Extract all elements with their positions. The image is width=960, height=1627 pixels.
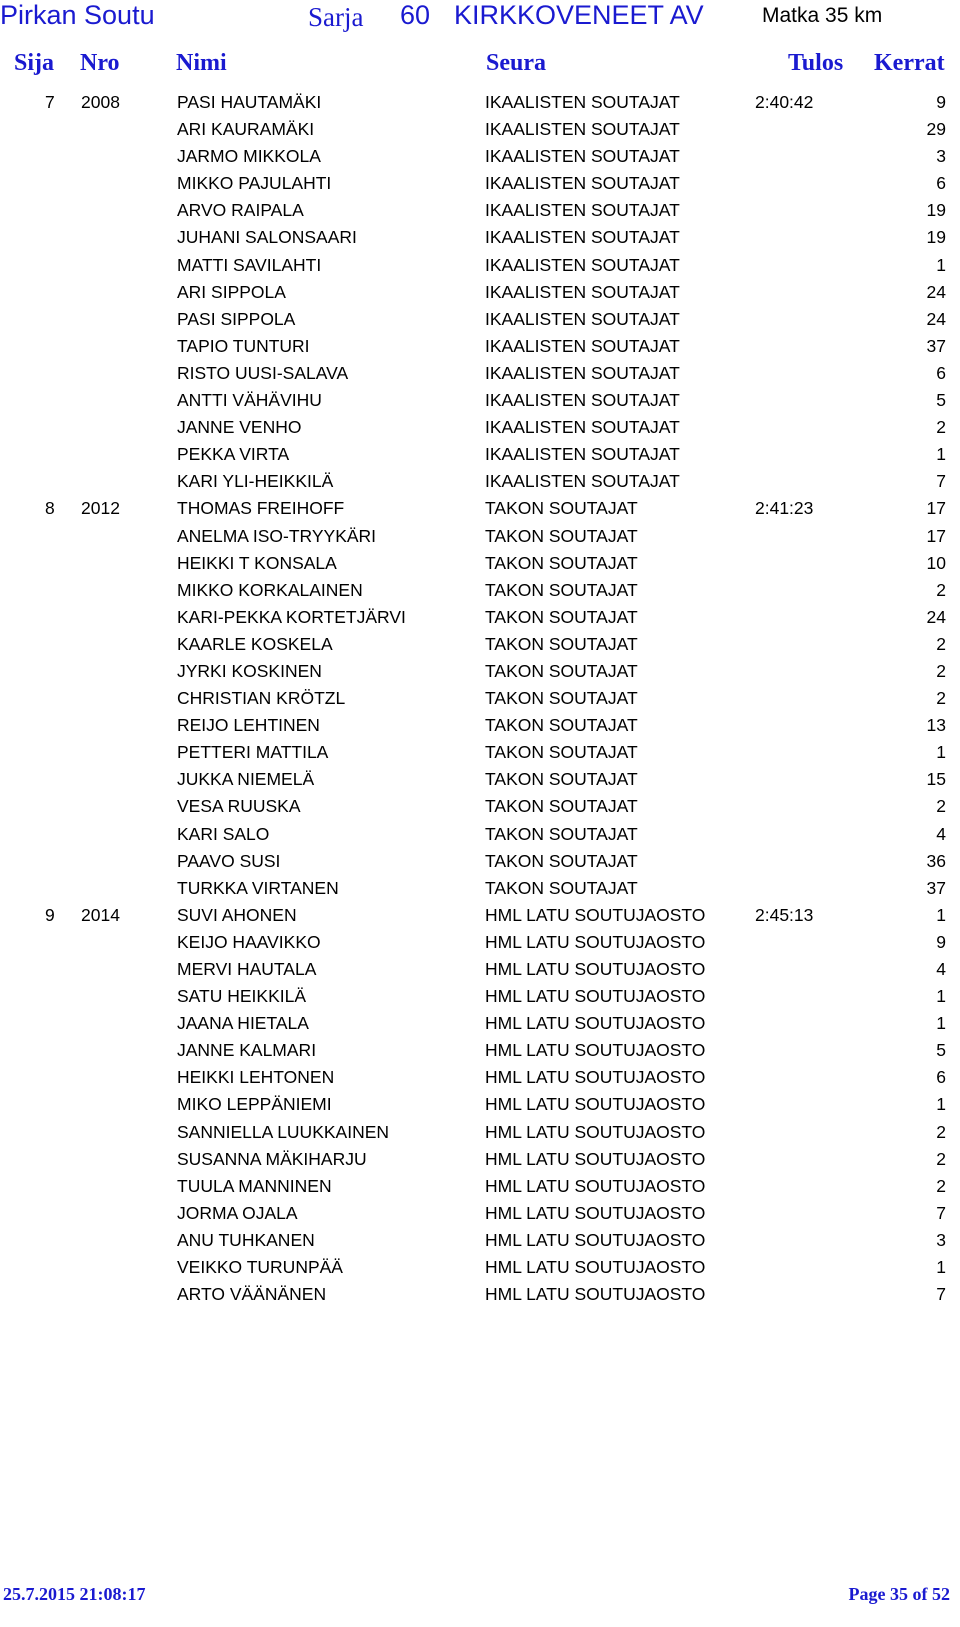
cell-kerrat: 1 <box>936 1094 946 1115</box>
event-title: Pirkan Soutu <box>0 0 155 30</box>
cell-seura: HML LATU SOUTUJAOSTO <box>485 904 706 925</box>
column-header-tulos: Tulos <box>788 50 844 76</box>
cell-kerrat: 2 <box>936 1175 946 1196</box>
cell-nimi: KAARLE KOSKELA <box>177 633 333 654</box>
cell-seura: TAKON SOUTAJAT <box>485 742 638 763</box>
cell-nimi: VEIKKO TURUNPÄÄ <box>177 1257 343 1278</box>
cell-nimi: PETTERI MATTILA <box>177 742 329 763</box>
cell-seura: HML LATU SOUTUJAOSTO <box>485 959 706 979</box>
table-row <box>0 1282 960 1309</box>
cell-kerrat: 24 <box>926 606 946 627</box>
table-row <box>0 496 960 523</box>
footer-timestamp: 25.7.2015 21:08:17 <box>3 1584 146 1604</box>
table-row <box>0 90 960 117</box>
results-table <box>0 90 960 1309</box>
table-row <box>0 1228 960 1255</box>
cell-nimi: KEIJO HAAVIKKO <box>177 931 321 952</box>
cell-seura: HML LATU SOUTUJAOSTO <box>485 1040 706 1061</box>
cell-kerrat: 7 <box>936 471 946 492</box>
table-row <box>0 578 960 605</box>
cell-kerrat: 6 <box>936 362 946 383</box>
table-row <box>0 984 960 1011</box>
cell-kerrat: 9 <box>936 931 946 952</box>
cell-nimi: SUSANNA MÄKIHARJU <box>177 1148 367 1169</box>
cell-seura: IKAALISTEN SOUTAJAT <box>485 471 680 492</box>
table-row <box>0 1011 960 1038</box>
cell-nimi: MIKKO KORKALAINEN <box>177 579 363 600</box>
cell-tulos: 2:40:42 <box>755 92 814 112</box>
cell-kerrat: 1 <box>936 904 946 925</box>
cell-kerrat: 29 <box>926 119 946 140</box>
cell-nimi: PEKKA VIRTA <box>177 444 290 465</box>
cell-nimi: ANTTI VÄHÄVIHU <box>177 390 322 411</box>
cell-nimi: PAAVO SUSI <box>177 850 281 871</box>
table-row <box>0 686 960 713</box>
cell-nimi: JANNE VENHO <box>177 417 302 438</box>
page-header <box>0 0 960 40</box>
cell-seura: HML LATU SOUTUJAOSTO <box>485 1175 706 1196</box>
cell-kerrat: 2 <box>936 633 946 654</box>
column-header-sija: Sija <box>14 50 55 76</box>
cell-nimi: KARI YLI-HEIKKILÄ <box>177 471 334 492</box>
cell-nimi: TURKKA VIRTANEN <box>177 877 339 898</box>
sarja-label: Sarja <box>308 2 364 32</box>
cell-kerrat: 2 <box>936 796 946 817</box>
cell-seura: HML LATU SOUTUJAOSTO <box>485 986 706 1007</box>
cell-nimi: ARI SIPPOLA <box>177 281 286 302</box>
cell-seura: IKAALISTEN SOUTAJAT <box>485 119 680 140</box>
table-row <box>0 822 960 849</box>
cell-kerrat: 10 <box>926 552 946 573</box>
cell-seura: TAKON SOUTAJAT <box>485 715 638 736</box>
cell-kerrat: 9 <box>936 92 946 112</box>
table-row <box>0 794 960 821</box>
cell-seura: HML LATU SOUTUJAOSTO <box>485 1067 706 1088</box>
cell-nimi: JARMO MIKKOLA <box>177 146 321 167</box>
cell-kerrat: 2 <box>936 579 946 600</box>
cell-seura: IKAALISTEN SOUTAJAT <box>485 308 680 329</box>
cell-nimi: TUULA MANNINEN <box>177 1175 332 1196</box>
cell-kerrat: 37 <box>926 877 946 898</box>
sarja-name: KIRKKOVENEET AV <box>454 0 704 30</box>
cell-nimi: SATU HEIKKILÄ <box>177 986 307 1007</box>
column-header-seura: Seura <box>486 50 546 76</box>
cell-seura: IKAALISTEN SOUTAJAT <box>485 227 680 248</box>
cell-seura: IKAALISTEN SOUTAJAT <box>485 254 680 275</box>
cell-nimi: ARTO VÄÄNÄNEN <box>177 1284 327 1305</box>
cell-kerrat: 2 <box>936 1121 946 1142</box>
cell-nro: 2014 <box>81 904 120 925</box>
table-row <box>0 713 960 740</box>
cell-seura: HML LATU SOUTUJAOSTO <box>485 1257 706 1278</box>
cell-nimi: MIKO LEPPÄNIEMI <box>177 1094 332 1115</box>
cell-sija: 9 <box>45 904 55 925</box>
table-row <box>0 415 960 442</box>
cell-nimi: REIJO LEHTINEN <box>177 715 320 736</box>
cell-kerrat: 1 <box>936 986 946 1007</box>
cell-seura: HML LATU SOUTUJAOSTO <box>485 1202 706 1223</box>
table-row <box>0 659 960 686</box>
distance-label: Matka 35 km <box>762 4 883 27</box>
cell-seura: TAKON SOUTAJAT <box>485 660 638 681</box>
table-row <box>0 957 960 984</box>
cell-seura: IKAALISTEN SOUTAJAT <box>485 92 680 112</box>
cell-seura: TAKON SOUTAJAT <box>485 769 638 790</box>
cell-nimi: ANELMA ISO-TRYYKÄRI <box>177 525 377 546</box>
cell-nimi: CHRISTIAN KRÖTZL <box>177 688 346 709</box>
sarja-number: 60 <box>400 0 431 30</box>
cell-nro: 2008 <box>81 92 120 112</box>
table-row <box>0 876 960 903</box>
cell-nimi: VESA RUUSKA <box>177 796 301 817</box>
cell-nimi: MATTI SAVILAHTI <box>177 254 322 275</box>
cell-nimi: MERVI HAUTALA <box>177 959 317 979</box>
column-header-nro: Nro <box>80 50 120 76</box>
cell-kerrat: 1 <box>936 444 946 465</box>
cell-seura: TAKON SOUTAJAT <box>485 606 638 627</box>
cell-seura: IKAALISTEN SOUTAJAT <box>485 444 680 465</box>
cell-seura: TAKON SOUTAJAT <box>485 796 638 817</box>
cell-seura: HML LATU SOUTUJAOSTO <box>485 931 706 952</box>
cell-seura: IKAALISTEN SOUTAJAT <box>485 281 680 302</box>
cell-seura: IKAALISTEN SOUTAJAT <box>485 146 680 167</box>
cell-seura: IKAALISTEN SOUTAJAT <box>485 390 680 411</box>
table-row <box>0 361 960 388</box>
cell-nimi: KARI-PEKKA KORTETJÄRVI <box>177 606 406 627</box>
table-row <box>0 1120 960 1147</box>
table-row <box>0 117 960 144</box>
table-row <box>0 1201 960 1228</box>
cell-seura: HML LATU SOUTUJAOSTO <box>485 1284 706 1305</box>
cell-kerrat: 2 <box>936 660 946 681</box>
table-row <box>0 605 960 632</box>
table-row <box>0 740 960 767</box>
table-row <box>0 524 960 551</box>
cell-seura: IKAALISTEN SOUTAJAT <box>485 362 680 383</box>
cell-seura: TAKON SOUTAJAT <box>485 552 638 573</box>
cell-nimi: HEIKKI LEHTONEN <box>177 1067 335 1088</box>
table-row <box>0 280 960 307</box>
cell-seura: IKAALISTEN SOUTAJAT <box>485 335 680 356</box>
table-row <box>0 469 960 496</box>
cell-kerrat: 5 <box>936 1040 946 1061</box>
cell-nimi: PASI HAUTAMÄKI <box>177 92 322 112</box>
cell-seura: HML LATU SOUTUJAOSTO <box>485 1229 706 1250</box>
table-row <box>0 442 960 469</box>
table-row <box>0 1065 960 1092</box>
table-row <box>0 767 960 794</box>
cell-kerrat: 3 <box>936 1229 946 1250</box>
table-row <box>0 1147 960 1174</box>
table-row <box>0 225 960 252</box>
cell-kerrat: 6 <box>936 1067 946 1088</box>
cell-kerrat: 5 <box>936 390 946 411</box>
cell-kerrat: 1 <box>936 742 946 763</box>
cell-seura: HML LATU SOUTUJAOSTO <box>485 1121 706 1142</box>
cell-nimi: JAANA HIETALA <box>177 1013 309 1034</box>
cell-seura: IKAALISTEN SOUTAJAT <box>485 200 680 221</box>
cell-kerrat: 1 <box>936 1013 946 1034</box>
cell-kerrat: 2 <box>936 417 946 438</box>
cell-seura: TAKON SOUTAJAT <box>485 498 638 519</box>
cell-kerrat: 4 <box>936 823 946 844</box>
cell-sija: 8 <box>45 498 55 519</box>
cell-kerrat: 2 <box>936 1148 946 1169</box>
cell-nimi: ARI KAURAMÄKI <box>177 119 315 140</box>
table-row <box>0 632 960 659</box>
table-row <box>0 334 960 361</box>
cell-kerrat: 24 <box>926 281 946 302</box>
cell-kerrat: 17 <box>926 525 946 546</box>
cell-seura: TAKON SOUTAJAT <box>485 823 638 844</box>
cell-kerrat: 1 <box>936 254 946 275</box>
table-row <box>0 307 960 334</box>
cell-seura: IKAALISTEN SOUTAJAT <box>485 173 680 194</box>
cell-nimi: ARVO RAIPALA <box>177 200 304 221</box>
cell-nimi: MIKKO PAJULAHTI <box>177 173 332 194</box>
table-row <box>0 1255 960 1282</box>
cell-kerrat: 6 <box>936 173 946 194</box>
cell-seura: IKAALISTEN SOUTAJAT <box>485 417 680 438</box>
cell-nimi: ANU TUHKANEN <box>177 1229 315 1250</box>
cell-kerrat: 1 <box>936 1257 946 1278</box>
column-headers <box>0 50 960 84</box>
cell-nimi: KARI SALO <box>177 823 270 844</box>
cell-seura: HML LATU SOUTUJAOSTO <box>485 1094 706 1115</box>
cell-nimi: PASI SIPPOLA <box>177 308 296 329</box>
cell-kerrat: 2 <box>936 688 946 709</box>
table-row <box>0 144 960 171</box>
cell-sija: 7 <box>45 92 55 112</box>
cell-nimi: JYRKI KOSKINEN <box>177 660 322 681</box>
cell-seura: TAKON SOUTAJAT <box>485 633 638 654</box>
cell-nro: 2012 <box>81 498 120 519</box>
cell-seura: HML LATU SOUTUJAOSTO <box>485 1148 706 1169</box>
cell-nimi: TAPIO TUNTURI <box>177 335 310 356</box>
cell-kerrat: 7 <box>936 1202 946 1223</box>
cell-nimi: HEIKKI T KONSALA <box>177 552 337 573</box>
table-row <box>0 388 960 415</box>
cell-nimi: JUKKA NIEMELÄ <box>177 769 315 790</box>
cell-nimi: JUHANI SALONSAARI <box>177 227 357 248</box>
cell-kerrat: 4 <box>936 959 946 979</box>
cell-nimi: RISTO UUSI-SALAVA <box>177 362 349 383</box>
cell-tulos: 2:41:23 <box>755 498 814 519</box>
footer-page-number: Page 35 of 52 <box>848 1584 950 1604</box>
table-row <box>0 1092 960 1119</box>
table-row <box>0 849 960 876</box>
cell-tulos: 2:45:13 <box>755 904 814 925</box>
cell-kerrat: 13 <box>926 715 946 736</box>
table-row <box>0 1038 960 1065</box>
column-header-kerrat: Kerrat <box>874 50 945 76</box>
cell-seura: TAKON SOUTAJAT <box>485 525 638 546</box>
column-header-nimi: Nimi <box>176 50 227 76</box>
cell-nimi: SUVI AHONEN <box>177 904 297 925</box>
table-row <box>0 198 960 225</box>
table-row <box>0 551 960 578</box>
cell-seura: HML LATU SOUTUJAOSTO <box>485 1013 706 1034</box>
cell-kerrat: 3 <box>936 146 946 167</box>
cell-kerrat: 19 <box>926 200 946 221</box>
cell-kerrat: 19 <box>926 227 946 248</box>
table-row <box>0 171 960 198</box>
cell-kerrat: 37 <box>926 335 946 356</box>
cell-kerrat: 17 <box>926 498 946 519</box>
cell-seura: TAKON SOUTAJAT <box>485 850 638 871</box>
cell-seura: TAKON SOUTAJAT <box>485 579 638 600</box>
table-row <box>0 903 960 930</box>
table-row <box>0 930 960 957</box>
cell-nimi: JORMA OJALA <box>177 1202 298 1223</box>
cell-nimi: THOMAS FREIHOFF <box>177 498 345 519</box>
cell-seura: TAKON SOUTAJAT <box>485 877 638 898</box>
cell-kerrat: 36 <box>926 850 946 871</box>
cell-seura: TAKON SOUTAJAT <box>485 688 638 709</box>
cell-nimi: SANNIELLA LUUKKAINEN <box>177 1121 390 1142</box>
cell-kerrat: 15 <box>926 769 946 790</box>
cell-nimi: JANNE KALMARI <box>177 1040 317 1061</box>
cell-kerrat: 24 <box>926 308 946 329</box>
table-row <box>0 253 960 280</box>
table-row <box>0 1174 960 1201</box>
cell-kerrat: 7 <box>936 1284 946 1305</box>
